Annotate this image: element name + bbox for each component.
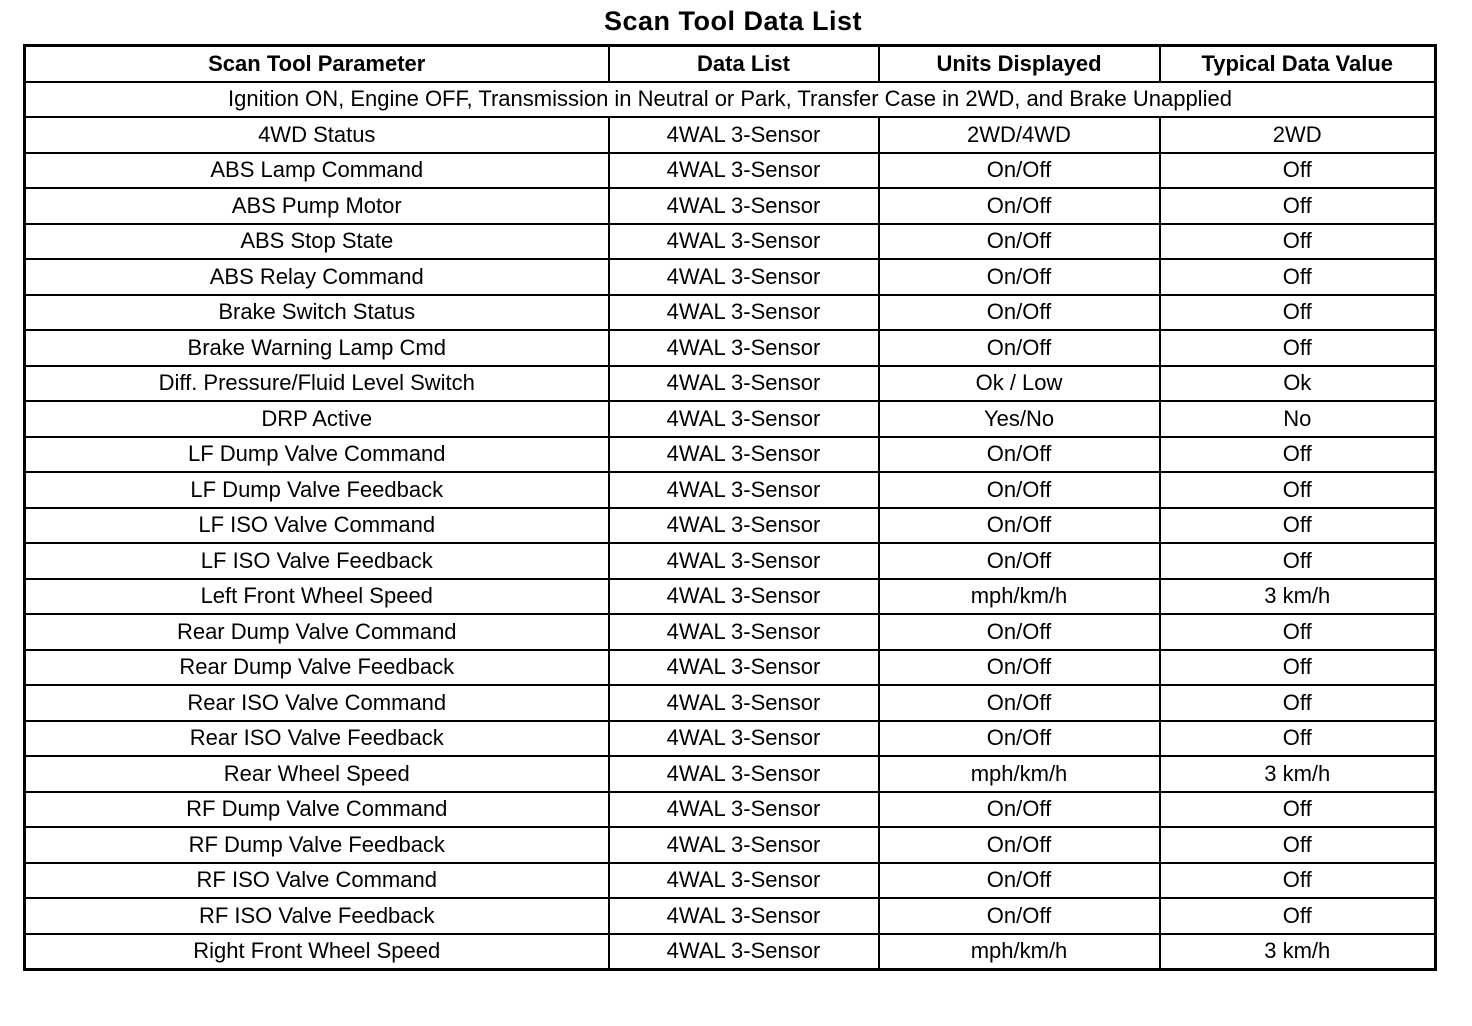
table-row [25,153,1436,189]
table-row [25,614,1436,650]
cell-parameter: LF Dump Valve Feedback [25,472,609,508]
table-row [25,259,1436,295]
cell-data-list: 4WAL 3-Sensor [609,508,879,544]
table-row [25,756,1436,792]
cell-typical-value: Ok [1160,366,1436,402]
cell-data-list: 4WAL 3-Sensor [609,295,879,331]
header-row [25,46,1436,82]
cell-units: On/Off [879,508,1160,544]
cell-units: On/Off [879,543,1160,579]
cell-data-list: 4WAL 3-Sensor [609,259,879,295]
cell-units: On/Off [879,614,1160,650]
cell-parameter: LF ISO Valve Command [25,508,609,544]
cell-data-list: 4WAL 3-Sensor [609,543,879,579]
cell-typical-value: Off [1160,792,1436,828]
table-row [25,543,1436,579]
table-row [25,792,1436,828]
cell-units: On/Off [879,472,1160,508]
table-row [25,437,1436,473]
cell-units: On/Off [879,259,1160,295]
cell-parameter: Right Front Wheel Speed [25,934,609,970]
cell-data-list: 4WAL 3-Sensor [609,863,879,899]
cell-units: On/Off [879,295,1160,331]
cell-parameter: ABS Pump Motor [25,188,609,224]
table-row [25,579,1436,615]
table-row [25,472,1436,508]
cell-typical-value: Off [1160,259,1436,295]
cell-typical-value: Off [1160,650,1436,686]
cell-typical-value: Off [1160,685,1436,721]
table-row [25,224,1436,260]
cell-units: On/Off [879,330,1160,366]
cell-parameter: Rear ISO Valve Feedback [25,721,609,757]
cell-parameter: Diff. Pressure/Fluid Level Switch [25,366,609,402]
cell-typical-value: Off [1160,188,1436,224]
cell-parameter: ABS Stop State [25,224,609,260]
cell-typical-value: Off [1160,508,1436,544]
cell-data-list: 4WAL 3-Sensor [609,401,879,437]
cell-units: On/Off [879,685,1160,721]
cell-parameter: Left Front Wheel Speed [25,579,609,615]
cell-parameter: Rear ISO Valve Command [25,685,609,721]
cell-typical-value: No [1160,401,1436,437]
cell-typical-value: Off [1160,863,1436,899]
header-typical-value: Typical Data Value [1160,46,1436,82]
cell-typical-value: Off [1160,827,1436,863]
cell-parameter: ABS Relay Command [25,259,609,295]
cell-parameter: LF ISO Valve Feedback [25,543,609,579]
header-parameter: Scan Tool Parameter [25,46,609,82]
cell-typical-value: Off [1160,721,1436,757]
cell-units: On/Off [879,863,1160,899]
cell-units: On/Off [879,188,1160,224]
cell-typical-value: Off [1160,543,1436,579]
cell-data-list: 4WAL 3-Sensor [609,330,879,366]
cell-data-list: 4WAL 3-Sensor [609,614,879,650]
cell-units: On/Off [879,650,1160,686]
cell-data-list: 4WAL 3-Sensor [609,366,879,402]
cell-units: On/Off [879,721,1160,757]
cell-parameter: Rear Dump Valve Command [25,614,609,650]
cell-parameter: Brake Warning Lamp Cmd [25,330,609,366]
scan-tool-data-table [23,44,1437,971]
cell-data-list: 4WAL 3-Sensor [609,579,879,615]
cell-typical-value: Off [1160,330,1436,366]
cell-units: On/Off [879,792,1160,828]
table-row [25,330,1436,366]
cell-units: mph/km/h [879,756,1160,792]
cell-parameter: 4WD Status [25,117,609,153]
table-row [25,934,1436,970]
cell-units: On/Off [879,827,1160,863]
table-row [25,685,1436,721]
cell-parameter: Rear Dump Valve Feedback [25,650,609,686]
table-row [25,898,1436,934]
cell-units: mph/km/h [879,934,1160,970]
header-units: Units Displayed [879,46,1160,82]
cell-typical-value: Off [1160,898,1436,934]
cell-parameter: LF Dump Valve Command [25,437,609,473]
cell-data-list: 4WAL 3-Sensor [609,792,879,828]
table-row [25,721,1436,757]
cell-data-list: 4WAL 3-Sensor [609,472,879,508]
cell-data-list: 4WAL 3-Sensor [609,898,879,934]
test-condition: Ignition ON, Engine OFF, Transmission in Neutral or Park, Transfer Case in 2WD, and Brake Unapplied [25,82,1436,118]
cell-parameter: RF Dump Valve Feedback [25,827,609,863]
cell-typical-value: Off [1160,614,1436,650]
cell-typical-value: Off [1160,295,1436,331]
cell-data-list: 4WAL 3-Sensor [609,437,879,473]
cell-data-list: 4WAL 3-Sensor [609,117,879,153]
cell-data-list: 4WAL 3-Sensor [609,827,879,863]
table-row [25,117,1436,153]
cell-units: Ok / Low [879,366,1160,402]
cell-units: Yes/No [879,401,1160,437]
cell-data-list: 4WAL 3-Sensor [609,224,879,260]
cell-units: On/Off [879,437,1160,473]
table-row [25,188,1436,224]
cell-units: mph/km/h [879,579,1160,615]
cell-data-list: 4WAL 3-Sensor [609,756,879,792]
cell-typical-value: 3 km/h [1160,579,1436,615]
cell-parameter: RF ISO Valve Command [25,863,609,899]
cell-typical-value: Off [1160,472,1436,508]
cell-typical-value: 3 km/h [1160,756,1436,792]
cell-typical-value: 2WD [1160,117,1436,153]
table-body [25,82,1436,970]
cell-data-list: 4WAL 3-Sensor [609,721,879,757]
cell-parameter: DRP Active [25,401,609,437]
cell-parameter: RF Dump Valve Command [25,792,609,828]
table-row [25,401,1436,437]
cell-typical-value: Off [1160,153,1436,189]
cell-typical-value: 3 km/h [1160,934,1436,970]
cell-units: 2WD/4WD [879,117,1160,153]
cell-parameter: Brake Switch Status [25,295,609,331]
table-row [25,650,1436,686]
table-row [25,827,1436,863]
table-row [25,508,1436,544]
cell-data-list: 4WAL 3-Sensor [609,934,879,970]
cell-data-list: 4WAL 3-Sensor [609,685,879,721]
header-data-list: Data List [609,46,879,82]
table-row [25,863,1436,899]
cell-typical-value: Off [1160,224,1436,260]
cell-units: On/Off [879,153,1160,189]
condition-row [25,82,1436,118]
cell-units: On/Off [879,224,1160,260]
cell-data-list: 4WAL 3-Sensor [609,188,879,224]
cell-data-list: 4WAL 3-Sensor [609,650,879,686]
cell-parameter: RF ISO Valve Feedback [25,898,609,934]
cell-data-list: 4WAL 3-Sensor [609,153,879,189]
cell-typical-value: Off [1160,437,1436,473]
table-row [25,295,1436,331]
cell-parameter: Rear Wheel Speed [25,756,609,792]
cell-parameter: ABS Lamp Command [25,153,609,189]
page-title: Scan Tool Data List [603,6,863,36]
cell-units: On/Off [879,898,1160,934]
table-row [25,366,1436,402]
